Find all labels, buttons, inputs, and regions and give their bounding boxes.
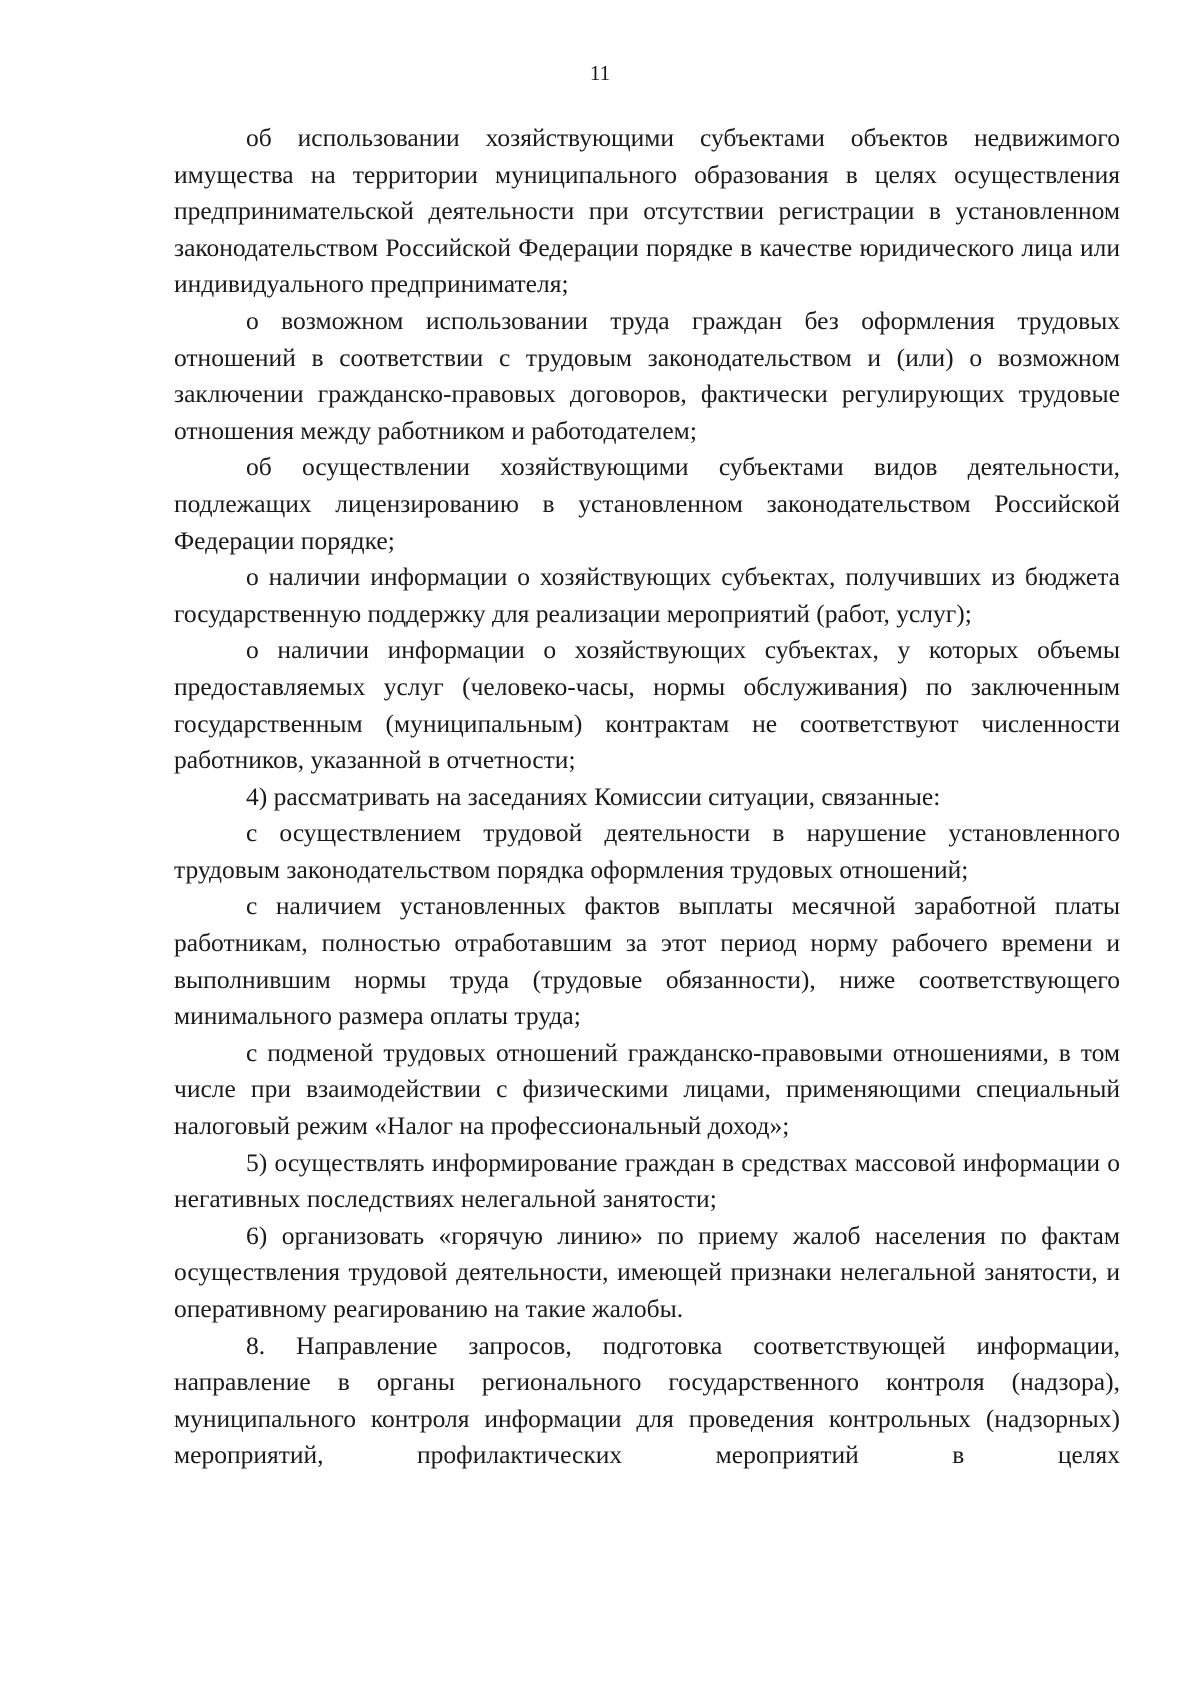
- paragraph-state-support: о наличии информации о хозяйствующих субъектах, получивших из бюджета государственную поддержку для реализации мероприятий (работ, услуг);: [174, 562, 1120, 628]
- document-body: [174, 120, 1120, 1474]
- paragraph-civil-contract-substitution: с подменой трудовых отношений гражданско-правовыми отношениями, в том числе при взаимодействии с физическими лицами, применяющими специальный налоговый режим «Налог на профессиональный доход»;: [174, 1037, 1120, 1141]
- paragraph-labor-without-contract: о возможном использовании труда граждан без оформления трудовых отношений в соответствии с трудовым законодательством и (или) о возможном заключении гражданско-правовых договоров, фактически регулирующих трудовые отношения между работником и работодателем;: [174, 305, 1120, 445]
- paragraph-service-volumes: о наличии информации о хозяйствующих субъектах, у которых объемы предоставляемых услуг (человеко-часы, нормы обслуживания) по заключенным государственным (муниципальным) контрактам не соответствуют численности работников, указанной в отчетности;: [174, 635, 1120, 775]
- paragraph-licensed-activities: об осуществлении хозяйствующими субъектами видов деятельности, подлежащих лицензированию в установленном законодательством Российской Федерации порядке;: [174, 452, 1120, 555]
- paragraph-item-4: 4) рассматривать на заседаниях Комиссии ситуации, связанные:: [246, 781, 941, 811]
- paragraph-real-estate-use: об использовании хозяйствующими субъектами объектов недвижимого имущества на территории муниципального образования в целях осуществления предпринимательской деятельности при отсутствии регистрации в установленном законодательством Российской Федерации порядке в качестве юридического лица или индивидуального предпринимателя;: [174, 123, 1120, 299]
- paragraph-section-8: 8. Направление запросов, подготовка соответствующей информации, направление в органы регионального государственного контроля (надзора), муниципального контроля информации для проведения контрольных (надзорных) мероприятий, профилактических мероприятий в целях: [174, 1330, 1120, 1470]
- paragraph-minimum-wage: с наличием установленных фактов выплаты месячной заработной платы работникам, полностью отработавшим за этот период норму рабочего времени и выполнившим нормы труда (трудовые обязанности), ниже соответствующего минимального размера оплаты труда;: [174, 891, 1120, 1031]
- paragraph-labor-violation: с осуществлением трудовой деятельности в нарушение установленного трудовым законодательством порядка оформления трудовых отношений;: [174, 818, 1120, 884]
- paragraph-item-6: 6) организовать «горячую линию» по приему жалоб населения по фактам осуществления трудовой деятельности, имеющей признаки нелегальной занятости, и оперативному реагированию на такие жалобы.: [174, 1220, 1120, 1323]
- paragraph-item-5: 5) осуществлять информирование граждан в средствах массовой информации о негативных последствиях нелегальной занятости;: [174, 1147, 1120, 1214]
- page-number: 11: [589, 61, 611, 85]
